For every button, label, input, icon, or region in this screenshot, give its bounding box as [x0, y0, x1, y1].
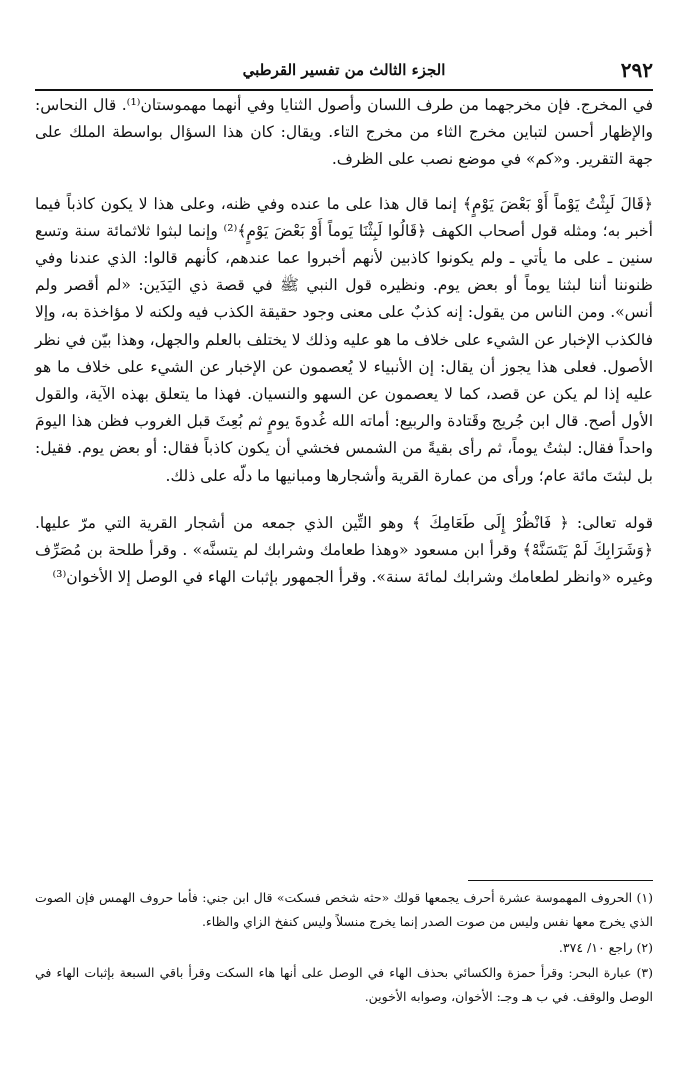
- footnotes: [35, 886, 653, 1009]
- header-rule: [35, 89, 653, 91]
- paragraph-2: ﴿قَالَ لَبِثْتُ يَوْماً أَوْ بَعْضَ يَوْمٍ﴾ إنما قال هذا على ما عنده وفي ظنه، وعلى هذا لا يكون كاذباً فيما أخبر به؛ ومثله قول أصحاب الكهف ﴿قَالُوا لَبِثْنَا يَوماً أَوْ بَعْضَ يَوْمٍ﴾⁽²⁾ وإنما لبثوا ثلاثمائة سنة وتسع سنين ـ على ما يأتي ـ ولم يكونوا كاذبين لأنهم أخبروا عما عندهم، كأنهم قالوا: الذي عندنا وفي ظنوننا أننا لبثنا يوماً أو بعض يوم. ونظيره قول النبي ﷺ في قصة ذي اليَدَين: «لم أقصر ولم أنس». ومن الناس من يقول: إنه كذبٌ على معنى وجود حقيقة الكذب فيه ولكنه لا مؤاخذة به، وإلا فالكذب الإخبار عن الشيء على خلاف ما هو عليه وذلك لا يختلف بالعلم والجهل، وهذا بيّن في نظر الأصول. فعلى هذا يجوز أن يقال: إن الأنبياء لا يُعصمون عن الإخبار عن الشيء على خلاف ما هو عليه إذا لم يكن عن قصد، كما لا يعصمون عن السهو والنسيان. فهذا ما يتعلق بهذه الآية، والقول الأول أصح. قال ابن جُريج وقَتادة والربيع: أماته الله غُدوةَ يومٍ ثم بُعِثَ قبل الغروب فظن هذا اليومَ واحداً فقال: لبثتُ يوماً، ثم رأى بقيةً من الشمس فخشي أن يكون كاذباً فقال: أو بعض يوم. فقيل: بل لبثتَ مائة عام؛ ورأى من عمارة القرية وأشجارها ومبانيها ما دلّه على ذلك.: [35, 194, 653, 485]
- footnote-3: (٣) عبارة البحر: وقرأ حمزة والكسائي بحذف الهاء في الوصل على أنها هاء السكت وقرأ باقي السبعة بإثبات الهاء في الوصل والوقف. في ب هـ وجـ: الأخوان، وصوابه الأخوين.: [35, 965, 653, 1005]
- paragraph-1: في المخرج. فإن مخرجهما من طرف اللسان وأصول الثنايا وفي أنهما مهموستان⁽¹⁾. قال النحاس: والإظهار أحسن لتباين مخرج الثاء من مخرج التاء. ويقال: كان هذا السؤال بواسطة الملك على جهة التقرير. و«كم» في موضع نصب على الظرف.: [35, 96, 654, 169]
- paragraph-3: قوله تعالى: ﴿ فَانْظُرْ إِلَى طَعَامِكَ ﴾ وهو التِّين الذي جمعه من أشجار القرية التي مرّ عليها. ﴿وَشَرَابِكَ لَمْ يَتَسَنَّهْ﴾ وقرأ ابن مسعود «وهذا طعامك وشرابك لم يتسنَّه» . وقرأ طلحة بن مُصَرِّف وغيره «وانظر لطعامك وشرابك لمائة سنة». وقرأ الجمهور بإثبات الهاء في الوصل إلا الأخوان⁽³⁾: [35, 513, 653, 587]
- footnote-rule: [468, 880, 653, 881]
- running-title: الجزء الثالث من تفسير القرطبي: [242, 61, 446, 79]
- body-text: [35, 92, 653, 591]
- footnote-2: (٢) راجع ١٠/ ٣٧٤.: [558, 939, 653, 955]
- page-number: ٢٩٢: [620, 58, 653, 82]
- footnote-1: (١) الحروف المهموسة عشرة أحرف يجمعها قولك «حثه شخص فسكت» قال ابن جني: فأما حروف الهمس فإن الصوت الذي يخرج معها نفس وليس من صوت الصدر إنما يخرج منسلاً وليس كنفخ الزاي والظاء.: [35, 890, 653, 929]
- page-header: [35, 58, 653, 88]
